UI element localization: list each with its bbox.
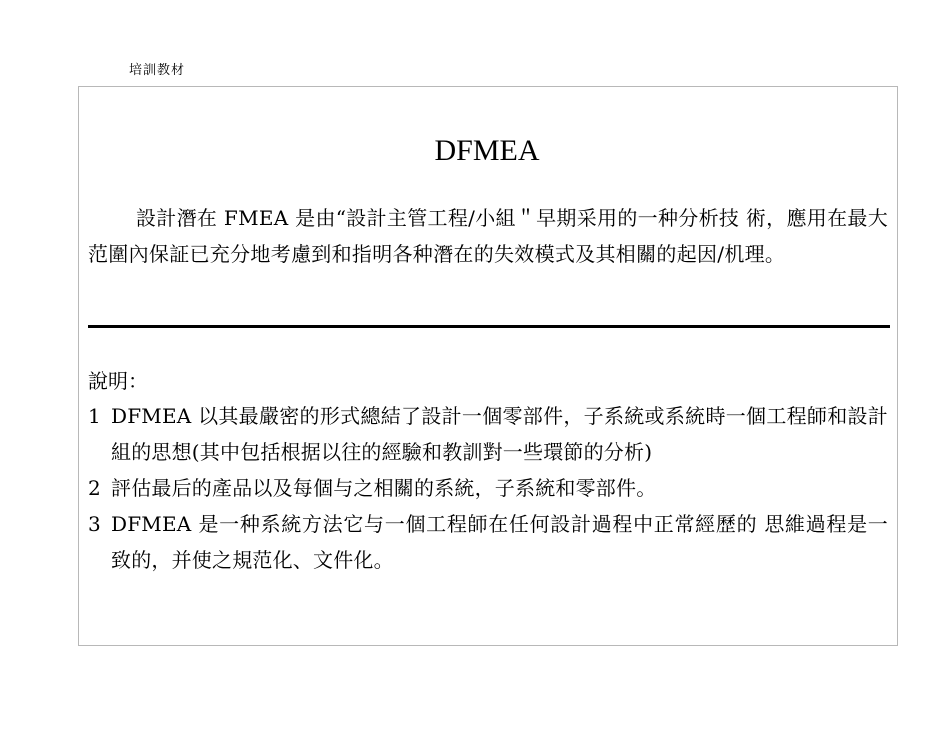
intro-paragraph: 設計潛在 FMEA 是由“設計主管工程/小組＂早期采用的一种分析技 術，應用在最大范圍內保証已充分地考慮到和指明各种潛在的失效模式及其相關的起因/机理。	[88, 206, 888, 266]
note-text: DFMEA 是一种系統方法它与一個工程師在任何設計過程中正常經歷的 思維過程是一致的，并使之規范化、文件化。	[111, 512, 888, 572]
note-item	[88, 398, 888, 470]
notes-list	[88, 398, 888, 578]
note-item	[88, 506, 888, 578]
notes-heading: 說明：	[88, 369, 148, 393]
header-label: 培訓教材	[129, 63, 186, 78]
note-text: DFMEA 以其最嚴密的形式總結了設計一個零部件，子系統或系統時一個工程師和設計組的思想(其中包括根据以往的經驗和教訓對一些環節的分析)	[111, 404, 888, 464]
note-number: 1	[88, 404, 101, 428]
note-item	[88, 470, 888, 506]
note-text: 評估最后的產品以及每個与之相關的系統，子系統和零部件。	[111, 476, 657, 500]
document-title: DFMEA	[434, 134, 540, 167]
section-divider	[88, 325, 890, 328]
note-number: 3	[88, 512, 101, 536]
note-number: 2	[88, 476, 101, 500]
